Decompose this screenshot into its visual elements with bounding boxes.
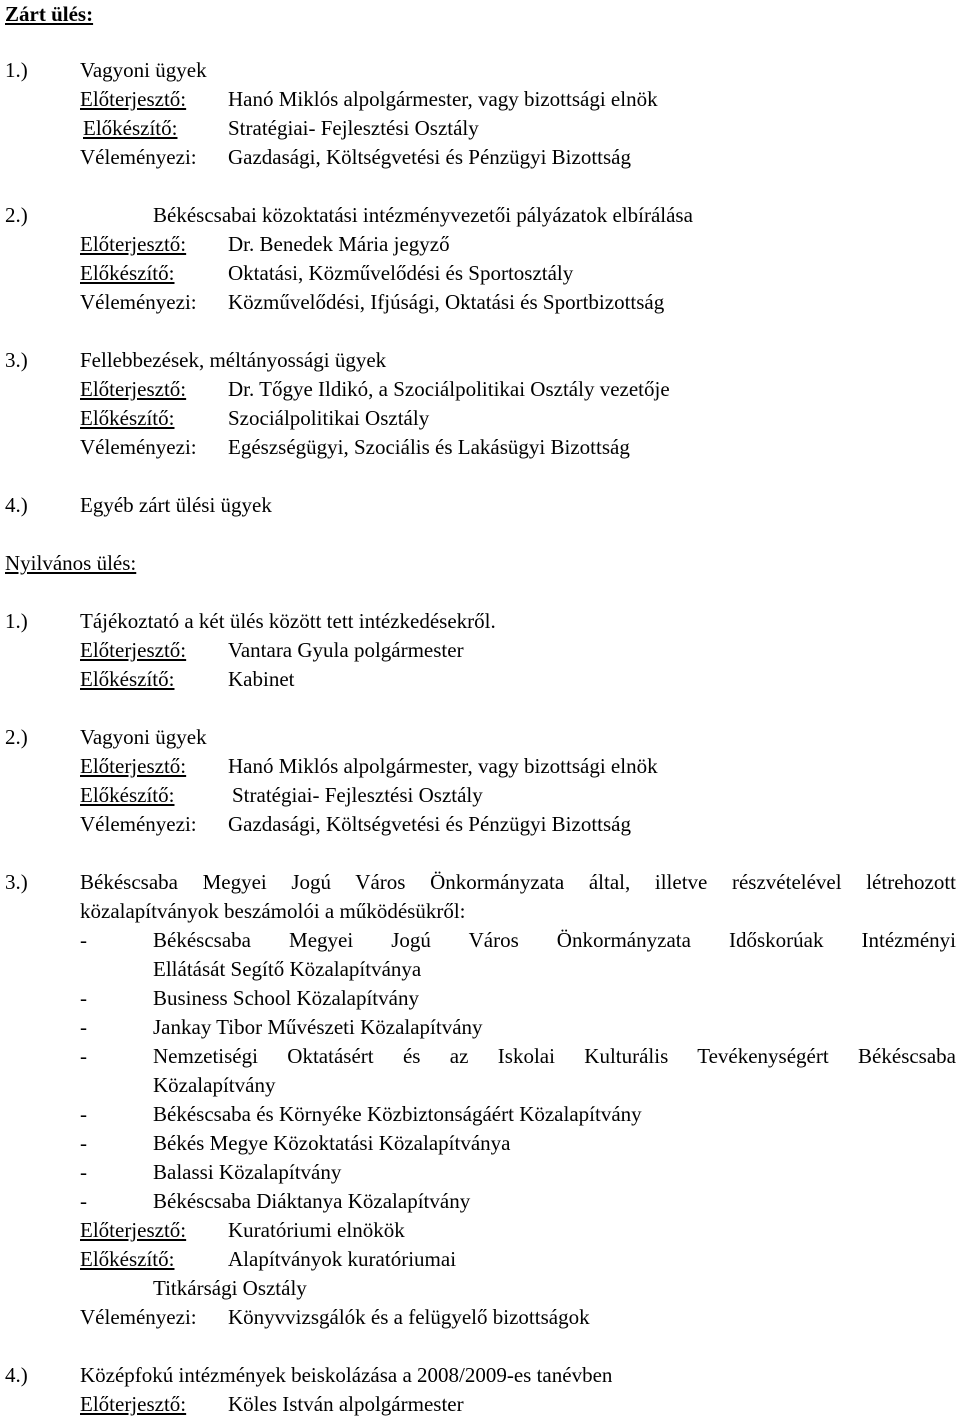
foundation-6: Békés Megye Közoktatási Közalapítványa <box>153 1131 511 1155</box>
closed-item-1-reviewer-label: Véleményezi: <box>80 145 197 169</box>
foundation-8: Békéscsaba Diáktanya Közalapítvány <box>153 1189 471 1213</box>
foundation-3: Jankay Tibor Művészeti Közalapítvány <box>153 1015 483 1039</box>
closed-item-3-reviewer: Egészségügyi, Szociális és Lakásügyi Bizottság <box>228 435 630 459</box>
public-item-3-title-cont: közalapítványok beszámolói a működésükről: <box>80 899 466 923</box>
public-item-1-number: 1.) <box>5 609 28 633</box>
closed-item-2-reviewer: Közművelődési, Ifjúsági, Oktatási és Sportbizottság <box>228 290 665 314</box>
public-item-2-presenter-label: Előterjesztő: <box>80 754 187 778</box>
closed-item-4-number: 4.) <box>5 493 28 517</box>
public-item-1-presenter-label: Előterjesztő: <box>80 638 187 662</box>
public-item-3-preparer: Alapítványok kuratóriumai <box>228 1247 457 1271</box>
foundation-8-dash: - <box>80 1189 87 1213</box>
closed-item-2-reviewer-label: Véleményezi: <box>80 290 197 314</box>
foundation-4-cont: Közalapítvány <box>153 1073 276 1097</box>
public-item-1-preparer-label: Előkészítő: <box>80 667 175 691</box>
public-item-4-title: Középfokú intézmények beiskolázása a 2008/2009-es tanévben <box>80 1363 613 1387</box>
foundation-4: Nemzetiségi Oktatásért és az Iskolai Kulturális Tevékenységért Békéscsaba <box>153 1044 956 1068</box>
public-item-3-title: Békéscsaba Megyei Jogú Város Önkormányzata által, illetve részvételével létrehozott <box>80 870 956 894</box>
closed-item-1-presenter-label: Előterjesztő: <box>80 87 187 111</box>
foundation-5-dash: - <box>80 1102 87 1126</box>
public-item-2-preparer: Stratégiai- Fejlesztési Osztály <box>232 783 483 807</box>
foundation-1: Békéscsaba Megyei Jogú Város Önkormányzata Időskorúak Intézményi <box>153 928 956 952</box>
public-item-3-preparer-label: Előkészítő: <box>80 1247 175 1271</box>
public-item-1-presenter: Vantara Gyula polgármester <box>228 638 464 662</box>
public-item-1-preparer: Kabinet <box>228 667 295 691</box>
public-item-4-presenter: Köles István alpolgármester <box>228 1392 464 1416</box>
public-session-heading: Nyilvános ülés: <box>5 551 137 575</box>
closed-item-2-preparer: Oktatási, Közművelődési és Sportosztály <box>228 261 574 285</box>
closed-item-1-presenter: Hanó Miklós alpolgármester, vagy bizottsági elnök <box>228 87 658 111</box>
foundation-3-dash: - <box>80 1015 87 1039</box>
closed-item-4-title: Egyéb zárt ülési ügyek <box>80 493 272 517</box>
closed-item-3-reviewer-label: Véleményezi: <box>80 435 197 459</box>
closed-item-1-number: 1.) <box>5 58 28 82</box>
public-item-3-preparer-2: Titkársági Osztály <box>153 1276 307 1300</box>
foundation-2: Business School Közalapítvány <box>153 986 419 1010</box>
public-item-2-title: Vagyoni ügyek <box>80 725 207 749</box>
public-item-2-presenter: Hanó Miklós alpolgármester, vagy bizottsági elnök <box>228 754 658 778</box>
closed-item-3-presenter: Dr. Tőgye Ildikó, a Szociálpolitikai Osztály vezetője <box>228 377 670 401</box>
public-item-3-reviewer: Könyvvizsgálók és a felügyelő bizottságok <box>228 1305 590 1329</box>
public-item-1-title: Tájékoztató a két ülés között tett intézkedésekről. <box>80 609 496 633</box>
closed-item-1-preparer: Stratégiai- Fejlesztési Osztály <box>228 116 479 140</box>
closed-item-1-preparer-label: Előkészítő: <box>83 116 178 140</box>
closed-item-3-preparer: Szociálpolitikai Osztály <box>228 406 430 430</box>
closed-item-3-number: 3.) <box>5 348 28 372</box>
closed-item-1-title: Vagyoni ügyek <box>80 58 207 82</box>
public-item-2-number: 2.) <box>5 725 28 749</box>
closed-item-2-number: 2.) <box>5 203 28 227</box>
closed-item-3-preparer-label: Előkészítő: <box>80 406 175 430</box>
public-item-4-number: 4.) <box>5 1363 28 1387</box>
closed-session-heading: Zárt ülés: <box>5 2 94 26</box>
closed-item-3-presenter-label: Előterjesztő: <box>80 377 187 401</box>
foundation-7-dash: - <box>80 1160 87 1184</box>
closed-item-2-presenter-label: Előterjesztő: <box>80 232 187 256</box>
public-item-2-preparer-label: Előkészítő: <box>80 783 175 807</box>
public-item-3-presenter-label: Előterjesztő: <box>80 1218 187 1242</box>
public-item-3-reviewer-label: Véleményezi: <box>80 1305 197 1329</box>
closed-item-1-reviewer: Gazdasági, Költségvetési és Pénzügyi Bizottság <box>228 145 631 169</box>
foundation-1-dash: - <box>80 928 87 952</box>
closed-item-2-preparer-label: Előkészítő: <box>80 261 175 285</box>
public-item-2-reviewer-label: Véleményezi: <box>80 812 197 836</box>
public-item-2-reviewer: Gazdasági, Költségvetési és Pénzügyi Bizottság <box>228 812 631 836</box>
foundation-5: Békéscsaba és Környéke Közbiztonságáért Közalapítvány <box>153 1102 642 1126</box>
foundation-6-dash: - <box>80 1131 87 1155</box>
foundation-2-dash: - <box>80 986 87 1010</box>
public-item-3-presenter: Kuratóriumi elnökök <box>228 1218 405 1242</box>
closed-item-3-title: Fellebbezések, méltányossági ügyek <box>80 348 387 372</box>
foundation-1-cont: Ellátását Segítő Közalapítványa <box>153 957 422 981</box>
foundation-4-dash: - <box>80 1044 87 1068</box>
public-item-4-presenter-label: Előterjesztő: <box>80 1392 187 1416</box>
closed-item-2-title: Békéscsabai közoktatási intézményvezetői pályázatok elbírálása <box>153 203 693 227</box>
closed-item-2-presenter: Dr. Benedek Mária jegyző <box>228 232 450 256</box>
foundation-7: Balassi Közalapítvány <box>153 1160 342 1184</box>
public-item-3-number: 3.) <box>5 870 28 894</box>
